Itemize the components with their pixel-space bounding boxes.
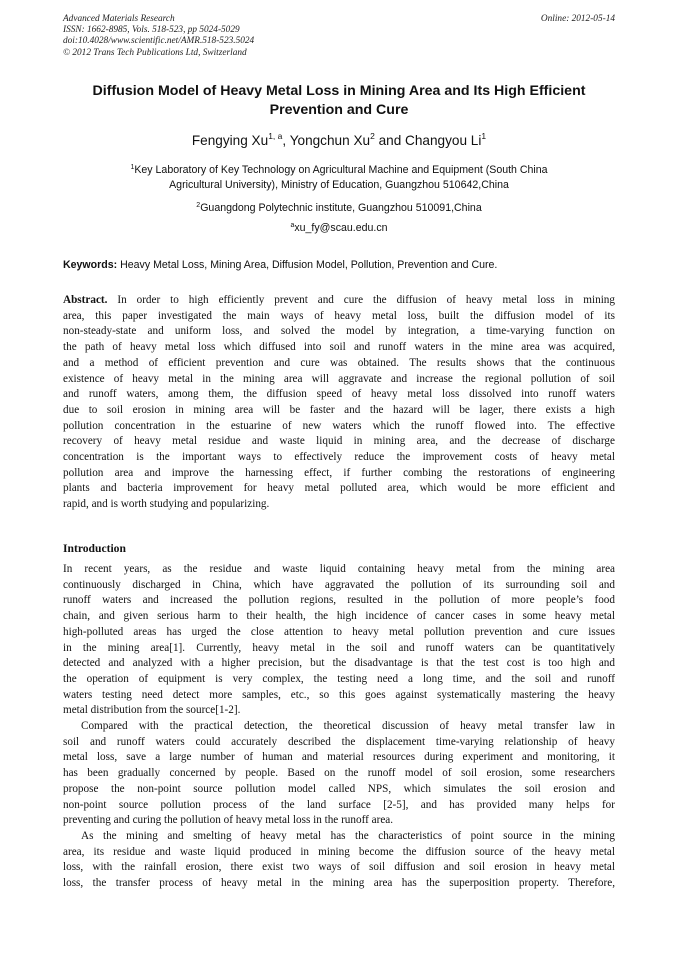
- abstract-line: Abstract. In order to high efficiently prevent and cure the diffusion of heavy metal loss in mining: [63, 294, 615, 306]
- online-date: Online: 2012-05-14: [540, 14, 615, 24]
- body-line: In recent years, as the residue and waste liquid containing heavy metal from the mining area: [63, 563, 615, 575]
- author-name: Fengying Xu: [191, 133, 269, 148]
- body-line: propose the non-point source pollution model called NPS, which simulates the soil erosion and: [63, 782, 615, 795]
- abstract-line: pollution area and improve the harnessing effect, if further combing the restorations of engineering: [63, 466, 615, 479]
- body-line: the operation of equipment is very complex, the testing need a long time, and the soil and runoff: [63, 672, 615, 685]
- abstract-line: and runoff waters, among them, the diffusion speed of heavy metal loss dissolved into runoff waters: [63, 388, 615, 401]
- author-email: [70, 221, 608, 236]
- email-address: xu_fy@scau.edu.cn: [294, 222, 388, 234]
- body-line: area, its residue and waste liquid produced in mining become the diffusion source of the heavy metal: [63, 845, 615, 858]
- author-separator: and: [374, 133, 406, 148]
- author-superscript: 1, a: [268, 131, 283, 141]
- body-line: Compared with the practical detection, the theoretical discussion of heavy metal transfer law in: [81, 720, 615, 733]
- author-superscript: 2: [370, 131, 375, 141]
- body-line: loss, the transfer process of heavy metal in the mining area has the superposition property. Therefore,: [63, 877, 615, 890]
- author-name: Yongchun Xu: [289, 133, 371, 148]
- abstract-line: concentration is the important ways to effectively reduce the improvement costs of heavy metal: [63, 451, 615, 464]
- affiliation-line: Key Laboratory of Key Technology on Agricultural Machine and Equipment (South China: [134, 164, 548, 176]
- body-line: has been gradually concerned by people. Based on the runoff model of soil erosion, some researchers: [63, 767, 615, 780]
- body-line: runoff waters and increased the pollution regions, resulted in the pollution of more people’s food: [63, 594, 615, 607]
- body-line: in the mining area[1]. Currently, heavy metal in the soil and runoff waters can be quantitatively: [63, 641, 615, 654]
- affiliation-2: [70, 201, 608, 216]
- keywords: [63, 258, 615, 273]
- author-list: [50, 132, 628, 150]
- journal-name: Advanced Materials Research: [63, 14, 175, 24]
- doi-line: doi:10.4028/www.scientific.net/AMR.518-523.5024: [63, 36, 255, 47]
- abstract: [63, 293, 615, 513]
- abstract-label: Abstract.: [63, 294, 108, 306]
- abstract-line: existence of heavy metal in the mining area will aggravate and increase the regional pollution of soil: [63, 372, 615, 385]
- body-line: chain, and given serious harm to their health, the high incidence of cancer cases in some heavy metal: [63, 610, 615, 623]
- affiliation-1: [70, 163, 608, 193]
- body-line: metal loss, save a large number of human and material resources during experiment and monitoring, it: [63, 751, 615, 764]
- body-line: soil and runoff waters could accurately described the displacement time-varying relationship of heavy: [63, 735, 615, 748]
- keywords-text: Heavy Metal Loss, Mining Area, Diffusion Model, Pollution, Prevention and Cure.: [117, 259, 498, 271]
- author-name: Changyou Li: [405, 133, 482, 148]
- title-line-1: Diffusion Model of Heavy Metal Loss in Mining Area and Its High Efficient: [92, 83, 586, 99]
- body-line: As the mining and smelting of heavy metal has the characteristics of point source in the mining: [81, 829, 615, 842]
- body-line: loss, with the rainfall erosion, there exist two ways of soil diffusion and soil erosion in heavy metal: [63, 861, 615, 874]
- title-line-2: Prevention and Cure: [269, 102, 409, 118]
- body-line: waters testing need detect more samples, etc., so this goes against systematically mastering the heavy: [63, 688, 615, 701]
- affiliation-superscript: 1: [130, 164, 135, 171]
- introduction-body: [63, 562, 615, 892]
- abstract-line: pollution concentration in the estuarine of new waters which the runoff flowed into. The effective: [63, 419, 615, 432]
- abstract-line: the path of heavy metal loss which diffused into soil and runoff waters in the mine area was acquired,: [63, 341, 615, 354]
- body-line: preventing and curing the pollution of heavy metal loss in the runoff area.: [63, 814, 394, 827]
- keywords-label: Keywords:: [63, 259, 118, 271]
- issn-line: ISSN: 1662-8985, Vols. 518-523, pp 5024-5029: [63, 25, 240, 36]
- affiliation-superscript: 2: [196, 202, 201, 209]
- body-line: metal distribution from the source[1-2].: [63, 704, 241, 717]
- paper-title: [50, 82, 628, 120]
- abstract-line: rapid, and is worth studying and popularizing.: [63, 498, 270, 511]
- email-superscript: a: [290, 222, 295, 229]
- author-superscript: 1: [481, 131, 487, 141]
- copyright-line: © 2012 Trans Tech Publications Ltd, Switzerland: [63, 47, 247, 58]
- body-line: continuously discharged in China, which have aggravated the pollution of its surrounding soil and: [63, 578, 615, 591]
- section-heading-introduction: Introduction: [63, 542, 126, 555]
- body-line: high-polluted areas has urged the close attention to heavy metal pollution prevention and cure issues: [63, 625, 615, 638]
- abstract-line: non-steady-state and uniform loss, and solved the model by integration, a time-varying function on: [63, 325, 615, 338]
- abstract-line: plants and bacteria improvement for heavy metal polluted area, which would be more efficient and: [63, 482, 615, 495]
- body-line: detected and analyzed with a higher precision, but the disadvantage is that the test cost is too high and: [63, 657, 615, 670]
- abstract-line: recovery of heavy metal residue and waste liquid in mining area, and the decrease of discharge: [63, 435, 615, 448]
- journal-header: [63, 14, 615, 59]
- affiliation-line: Guangdong Polytechnic institute, Guangzhou 510091,China: [200, 202, 482, 214]
- abstract-line: and a method of efficient prevention and cure was obtained. The results shows that the continuous: [63, 356, 615, 369]
- affiliation-line: Agricultural University), Ministry of Education, Guangzhou 510642,China: [169, 179, 509, 191]
- abstract-line: due to soil erosion in mining area will be faster and the hazard will be lager, there exists a high: [63, 403, 615, 416]
- body-line: non-point source pollution process of the land surface [2-5], and has provided many helps for: [63, 798, 615, 811]
- author-separator: ,: [282, 133, 290, 148]
- abstract-line: area, this paper investigated the main ways of heavy metal loss, built the diffusion model of its: [63, 309, 615, 322]
